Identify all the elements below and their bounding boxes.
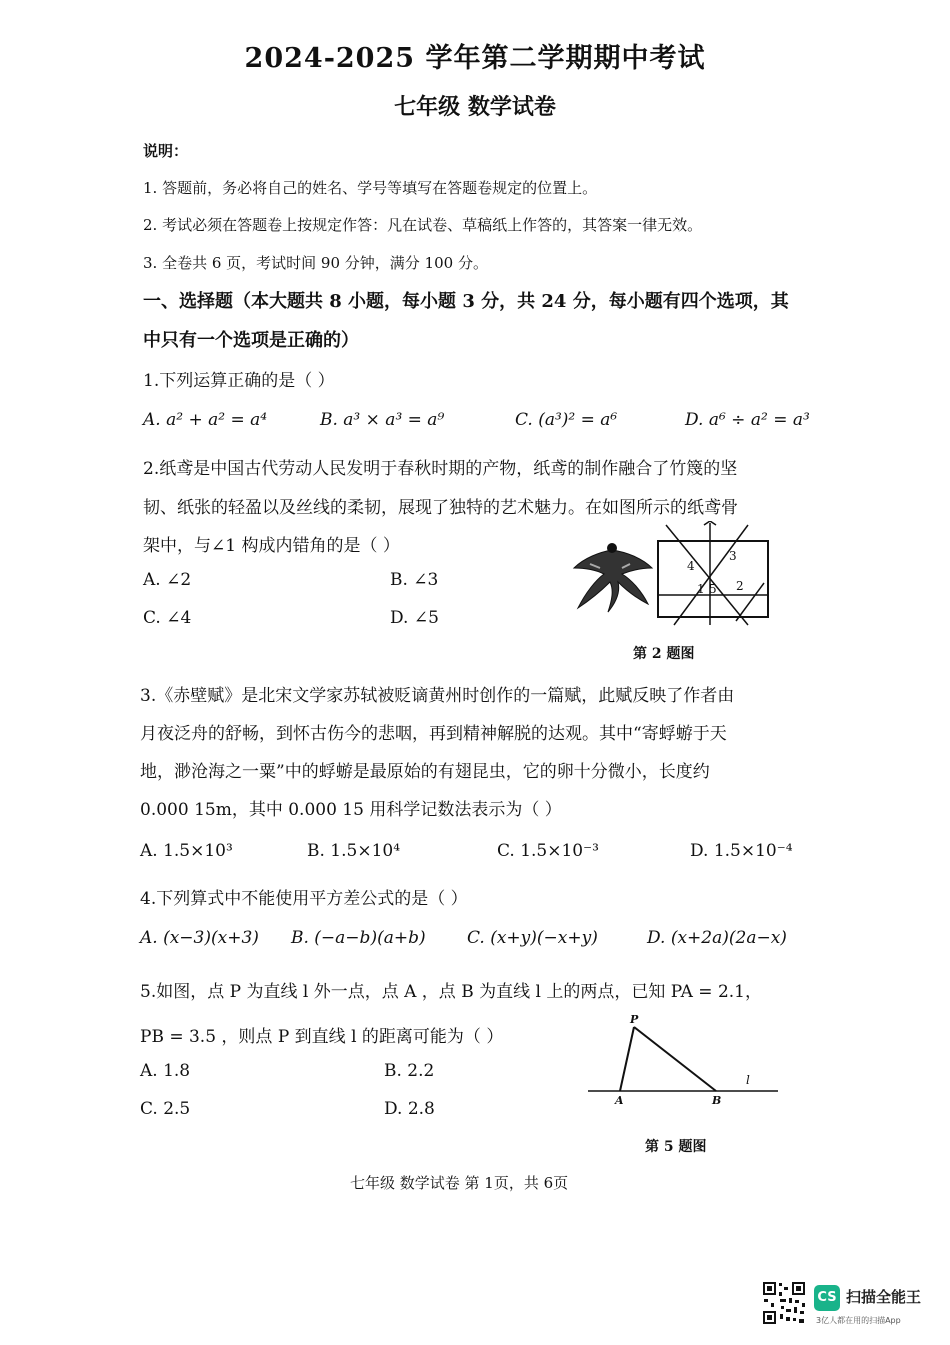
q5-text: 5.如图，点 P 为直线 l 外一点，点 A ，点 B 为直线 l 上的两点，已知 PA = 2.1， bbox=[140, 982, 762, 1002]
angle-label: 1 bbox=[697, 582, 705, 596]
q5-option-a: A. 1.8 bbox=[140, 1061, 191, 1081]
q1-option-b: B. a³ × a³ = a⁹ bbox=[320, 410, 445, 430]
q5-figure-caption: 第 5 题图 bbox=[645, 1139, 707, 1155]
q3-text: 地，渺沧海之一粟”中的蜉蝣是最原始的有翅昆虫，它的卵十分微小，长度约 bbox=[140, 762, 710, 782]
q3-option-c: C. 1.5×10⁻³ bbox=[497, 841, 599, 861]
q5-triangle-diagram bbox=[588, 1015, 780, 1105]
kite-illustration bbox=[570, 538, 655, 618]
q3-option-a: A. 1.5×10³ bbox=[140, 841, 233, 861]
section-heading-cont: 中只有一个选项是正确的） bbox=[143, 330, 359, 351]
point-a-label: A bbox=[615, 1094, 624, 1107]
kite-frame-diagram bbox=[652, 521, 777, 626]
instruction-item: 1. 答题前，务必将自己的姓名、学号等填写在答题卷规定的位置上。 bbox=[143, 179, 598, 197]
exam-title: 2024-2025 学年第二学期期中考试 bbox=[244, 43, 706, 74]
angle-label: 4 bbox=[687, 559, 695, 573]
page-footer: 七年级 数学试卷 第 1页，共 6页 bbox=[350, 1174, 569, 1192]
q2-text: 架中，与∠1 构成内错角的是（ ） bbox=[143, 536, 400, 556]
q3-text: 3.《赤壁赋》是北宋文学家苏轼被贬谪黄州时创作的一篇赋，此赋反映了作者由 bbox=[140, 686, 735, 706]
angle-label: 2 bbox=[736, 579, 744, 593]
line-l-label: l bbox=[746, 1073, 750, 1087]
scanner-app-name: 扫描全能王 bbox=[846, 1288, 922, 1306]
q5-text: PB = 3.5 ，则点 P 到直线 l 的距离可能为（ ） bbox=[140, 1027, 504, 1047]
q5-option-b: B. 2.2 bbox=[384, 1061, 435, 1081]
qr-code bbox=[762, 1281, 806, 1325]
q2-option-b: B. ∠3 bbox=[390, 570, 439, 590]
instructions-heading: 说明： bbox=[143, 142, 189, 160]
q4-option-d: D. (x+2a)(2a−x) bbox=[647, 928, 787, 948]
q2-text: 韧、纸张的轻盈以及丝线的柔韧，展现了独特的艺术魅力。在如图所示的纸鸢骨 bbox=[143, 498, 738, 518]
q4-stem: 4.下列算式中不能使用平方差公式的是（ ） bbox=[140, 889, 468, 909]
q2-option-c: C. ∠4 bbox=[143, 608, 192, 628]
angle-label: 5 bbox=[709, 582, 717, 596]
q3-option-d: D. 1.5×10⁻⁴ bbox=[690, 841, 793, 861]
point-b-label: B bbox=[712, 1094, 722, 1107]
q3-text: 0.000 15m，其中 0.000 15 用科学记数法表示为（ ） bbox=[140, 800, 562, 820]
q3-text: 月夜泛舟的舒畅，到怀古伤今的悲咽，再到精神解脱的达观。其中“寄蜉蝣于天 bbox=[140, 724, 727, 744]
q2-text: 2.纸鸢是中国古代劳动人民发明于春秋时期的产物，纸鸢的制作融合了竹篾的坚 bbox=[143, 459, 738, 479]
q2-option-d: D. ∠5 bbox=[390, 608, 439, 628]
q5-option-c: C. 2.5 bbox=[140, 1099, 191, 1119]
q4-option-a: A. (x−3)(x+3) bbox=[140, 928, 259, 948]
q1-option-a: A. a² + a² = a⁴ bbox=[143, 410, 268, 430]
angle-label: 3 bbox=[729, 549, 737, 563]
q1-stem: 1.下列运算正确的是（ ） bbox=[143, 371, 335, 391]
q2-figure-caption: 第 2 题图 bbox=[633, 646, 695, 662]
scanner-app-logo: CS bbox=[814, 1285, 840, 1311]
point-p-label: P bbox=[630, 1013, 639, 1026]
section-heading: 一、选择题（本大题共 8 小题，每小题 3 分，共 24 分，每小题有四个选项，其 bbox=[143, 291, 789, 312]
instruction-item: 2. 考试必须在答题卷上按规定作答：凡在试卷、草稿纸上作答的，其答案一律无效。 bbox=[143, 216, 703, 234]
q5-option-d: D. 2.8 bbox=[384, 1099, 435, 1119]
q4-option-c: C. (x+y)(−x+y) bbox=[467, 928, 598, 948]
q2-option-a: A. ∠2 bbox=[143, 570, 192, 590]
q1-option-c: C. (a³)² = a⁶ bbox=[515, 410, 618, 430]
q1-option-d: D. a⁶ ÷ a² = a³ bbox=[685, 410, 810, 430]
q3-option-b: B. 1.5×10⁴ bbox=[307, 841, 401, 861]
instruction-item: 3. 全卷共 6 页，考试时间 90 分钟，满分 100 分。 bbox=[143, 254, 488, 272]
scanner-app-tagline: 3亿人都在用的扫描App bbox=[816, 1316, 901, 1325]
q4-option-b: B. (−a−b)(a+b) bbox=[291, 928, 426, 948]
exam-subtitle: 七年级 数学试卷 bbox=[394, 94, 556, 120]
